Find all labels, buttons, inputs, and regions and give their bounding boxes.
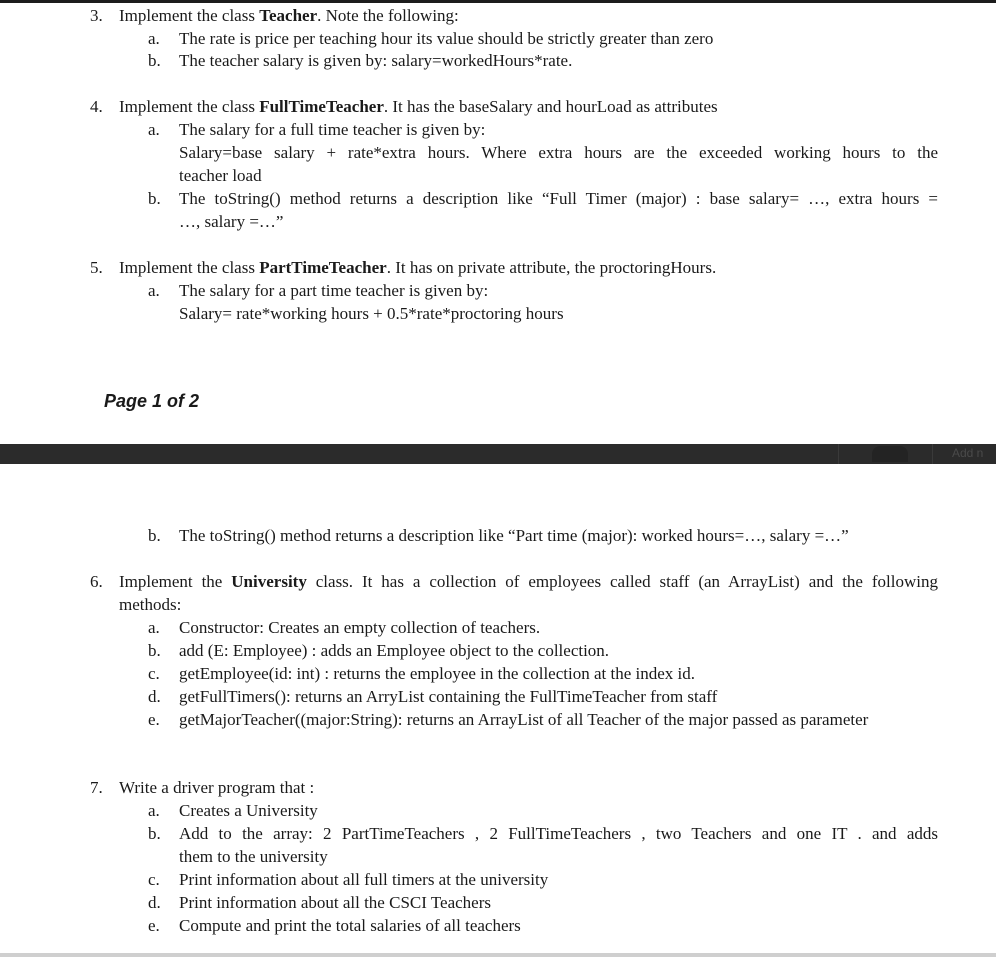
question-3b-text: The teacher salary is given by: salary=workedHours*rate.: [179, 51, 573, 70]
add-note-button[interactable]: Add n: [952, 446, 984, 460]
page-separator-bar: [0, 444, 996, 464]
list-item: Constructor: Creates an empty collection of teachers.: [179, 618, 541, 637]
question-4a-text-2: Salary=base salary + rate*extra hours. Where extra hours are the exceeded working hours to the: [179, 143, 938, 162]
question-7b-text-2: them to the university: [179, 847, 328, 866]
question-5-number: 5.: [90, 258, 103, 277]
question-6-number: 6.: [90, 572, 103, 591]
question-4-number: 4.: [90, 97, 103, 116]
list-item-label: e.: [148, 710, 160, 729]
question-7d-label: d.: [148, 893, 161, 912]
list-item-label: d.: [148, 687, 161, 706]
question-5a-text-2: Salary= rate*working hours + 0.5*rate*proctoring hours: [179, 304, 564, 323]
separator-line: [932, 444, 933, 464]
question-4b-text-1: The toString() method returns a description like “Full Timer (major) : base salary= …, extra hours =: [179, 189, 938, 208]
list-item: add (E: Employee) : adds an Employee object to the collection.: [179, 641, 610, 660]
question-3a-text: The rate is price per teaching hour its value should be strictly greater than zero: [179, 29, 714, 48]
question-7b-text-1: Add to the array: 2 PartTimeTeachers , 2 FullTimeTeachers , two Teachers and one IT . and adds: [179, 824, 938, 843]
question-7e-label: e.: [148, 916, 160, 935]
question-7a-label: a.: [148, 801, 160, 820]
question-7c-text: Print information about all full timers at the university: [179, 870, 549, 889]
list-item-label: a.: [148, 618, 160, 637]
list-item: getFullTimers(): returns an ArryList containing the FullTimeTeacher from staff: [179, 687, 718, 706]
question-7b-label: b.: [148, 824, 161, 843]
bottom-edge-rule: [0, 953, 996, 957]
question-4a-text-3: teacher load: [179, 166, 262, 185]
question-3-number: 3.: [90, 6, 103, 25]
question-7e-text: Compute and print the total salaries of all teachers: [179, 916, 521, 935]
list-item-label: c.: [148, 664, 160, 683]
question-4a-text-1: The salary for a full time teacher is given by:: [179, 120, 486, 139]
top-edge-bar: [0, 0, 996, 3]
question-3-heading: Implement the class Teacher. Note the following:: [119, 6, 459, 25]
question-7d-text: Print information about all the CSCI Teachers: [179, 893, 491, 912]
question-4-heading: Implement the class FullTimeTeacher. It has the baseSalary and hourLoad as attributes: [119, 97, 718, 116]
page-number-label: Page 1 of 2: [104, 391, 200, 411]
list-item: getEmployee(id: int) : returns the employee in the collection at the index id.: [179, 664, 695, 683]
question-5a-label: a.: [148, 281, 160, 300]
user-avatar-icon[interactable]: [872, 446, 908, 462]
question-7a-text: Creates a University: [179, 801, 318, 820]
question-5b-text: The toString() method returns a description like “Part time (major): worked hours=…, salary =…”: [179, 526, 849, 545]
question-4b-label: b.: [148, 189, 161, 208]
question-3a-label: a.: [148, 29, 160, 48]
question-7-heading: Write a driver program that :: [119, 778, 315, 797]
separator-line: [838, 444, 839, 464]
question-7c-label: c.: [148, 870, 160, 889]
question-6-heading-line-2: methods:: [119, 595, 182, 614]
question-5b-label: b.: [148, 526, 161, 545]
question-3b-label: b.: [148, 51, 161, 70]
question-6-heading: Implement the University class. It has a collection of employees called staff (an ArrayList) and the following: [119, 572, 939, 591]
question-5a-text-1: The salary for a part time teacher is given by:: [179, 281, 489, 300]
list-item: getMajorTeacher((major:String): returns an ArrayList of all Teacher of the major passed as parameter: [179, 710, 869, 729]
list-item-label: b.: [148, 641, 161, 660]
question-4b-text-2: …, salary =…”: [179, 212, 284, 231]
question-7-number: 7.: [90, 778, 103, 797]
question-4a-label: a.: [148, 120, 160, 139]
question-5-heading: Implement the class PartTimeTeacher. It has on private attribute, the proctoringHours.: [119, 258, 717, 277]
